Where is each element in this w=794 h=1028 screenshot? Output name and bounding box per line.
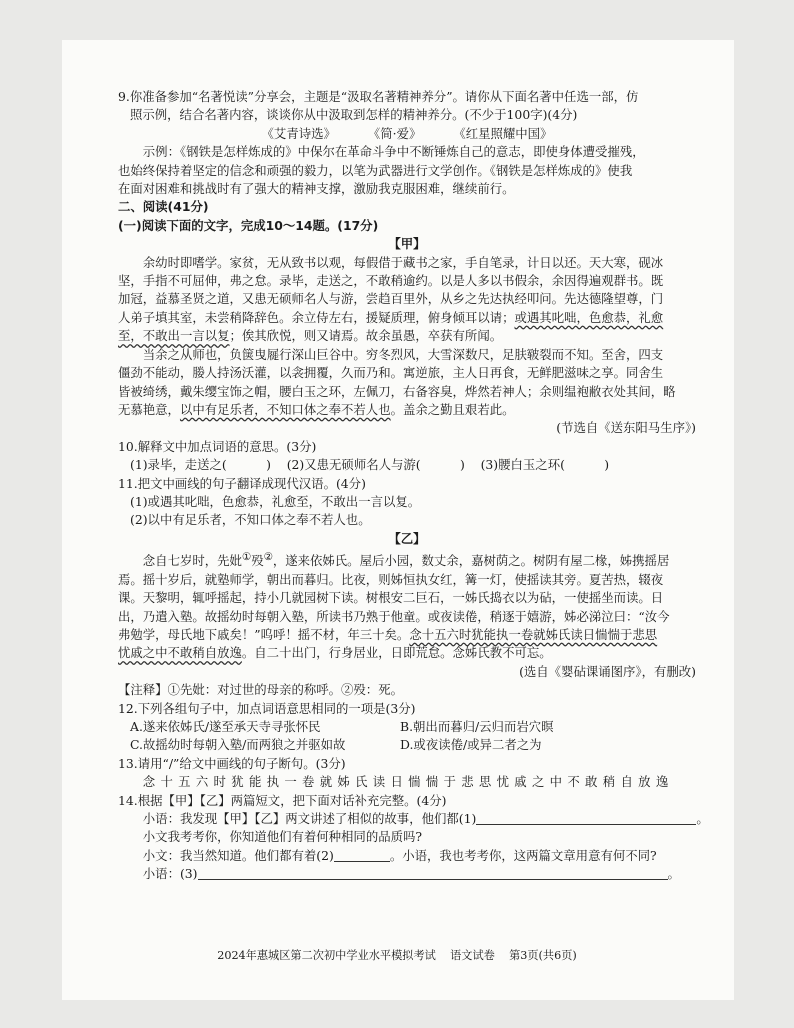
- q14-line2: 小文我考考你，你知道他们有着何种相同的品质吗?: [142, 829, 423, 845]
- q9-example-1: 示例：《钢铁是怎样炼成的》中保尔在革命斗争中不断锤炼自己的意志，即使身体遭受摧残，: [142, 144, 645, 160]
- passage-jia-title: 【甲】: [388, 236, 426, 252]
- q13-question: 13.请用“/”给文中画线的句子断句。(3分): [118, 755, 346, 771]
- jia-line8: 皆被绮绣，戴朱缨宝饰之帽，腰白玉之环，左佩刀，右备容臭，烨然若神人；余则缊袍敝衣处其间，略: [118, 383, 676, 399]
- q11-sentence-2: (2)以中有足乐者，不知口体之奉不若人也。: [130, 512, 371, 528]
- section-2-heading: 二、阅读(41分): [118, 199, 209, 215]
- passage-yi-title: 【乙】: [388, 530, 426, 546]
- yi-line6: 忧戚之中不敢稍自放逸。自二十出门，行身居业，日即荒怠。念姊氏教不可忘。: [118, 645, 552, 661]
- page-content: [118, 88, 709, 884]
- underlined-sentence: 至，不敢出一言以复: [118, 328, 230, 344]
- underlined-sentence: 或遇其叱咄，色愈恭，礼愈: [514, 309, 664, 325]
- option-b[interactable]: B.朝出而暮归/云归而岩穴暝: [400, 718, 554, 734]
- q13-sentence: 念十五六时犹能执一卷就姊氏读日惴惴于悲思忧戚之中不敢稍自放逸: [142, 774, 674, 790]
- jia-line1: 余幼时即嗜学。家贫，无从致书以观，每假借于藏书之家，手自笔录，计日以还。天大寒，砚冰: [142, 254, 664, 270]
- underlined-sentence: 忧戚之中不敢稍自放逸: [118, 645, 242, 661]
- jia-line9: 无慕艳意，以中有足乐者，不知口体之奉不若人也。盖余之勤且艰若此。: [118, 401, 515, 417]
- q14-line3: 小文：我当然知道。他们都有着(2) 。小语，我也考考你，这两篇文章用意有何不同?: [142, 847, 657, 863]
- q10-options: (1)录毕，走送之( ) (2)又患无硕师名人与游( ) (3)腰白玉之环( ): [130, 457, 610, 473]
- jia-line7: 僵劲不能动，媵人持汤沃灌，以衾拥覆，久而乃和。寓逆旅，主人日再食，无鲜肥滋味之享。同舍生: [118, 365, 664, 381]
- book-2: 《简·爱》: [367, 125, 422, 141]
- q12-options-ab: [118, 718, 696, 736]
- q11-question: 11.把文中画线的句子翻译成现代汉语。(4分): [118, 475, 366, 491]
- yi-line2: 焉。摇十岁后，就塾师学，朝出而暮归。比夜，则姊恒执女红，篝一灯，使摇读其旁。夏苦热，辍夜: [118, 571, 664, 587]
- underlined-sentence: 念十五六时犹能执一卷就姊氏读日惴惴于悲思: [409, 626, 658, 642]
- q12-options-cd: [118, 736, 696, 754]
- q12-question: 12.下列各组句子中，加点词语意思相同的一项是(3分): [118, 700, 416, 716]
- q11-sentence-1: (1)或遇其叱咄，色愈恭，礼愈至，不敢出一言以复。: [130, 493, 421, 509]
- option-c[interactable]: C.故摇幼时每朝入塾/而两狼之并驱如故: [130, 737, 346, 753]
- q10-question: 10.解释文中加点词语的意思。(3分): [118, 438, 317, 454]
- q9-books: [118, 125, 696, 143]
- jia-source: (节选自《送东阳马生序》): [556, 420, 696, 436]
- q14-question: 14.根据【甲】【乙】两篇短文，把下面对话补充完整。(4分): [118, 792, 447, 808]
- option-a[interactable]: A.遂来依姊氏/遂至承天寺寻张怀民: [130, 718, 321, 734]
- subsection-1-heading: (一)阅读下面的文字，完成10～14题。(17分): [118, 217, 379, 233]
- q14-line4: 小语：(3) 。: [142, 866, 680, 882]
- q9-line1: 9.你准备参加“名著悦读”分享会，主题是“汲取名著精神养分”。请你从下面名著中任选一部，仿: [118, 89, 639, 104]
- yi-note: 【注释】①先妣：对过世的母亲的称呼。②殁：死。: [118, 682, 403, 698]
- book-3: 《红星照耀中国》: [453, 125, 553, 141]
- option-d[interactable]: D.或夜读倦/或异二者之为: [400, 737, 542, 753]
- book-1: 《艾青诗选》: [261, 125, 336, 141]
- jia-line3: 加冠，益慕圣贤之道，又患无硕师名人与游，尝趋百里外，从乡之先达执经叩问。先达德隆望尊，门: [118, 291, 664, 307]
- answer-blank-3[interactable]: [198, 867, 668, 880]
- jia-line5: 至，不敢出一言以复；俟其欣悦，则又请焉。故余虽愚，卒获有所闻。: [118, 328, 503, 344]
- q9-example-2: 也始终保持着坚定的信念和顽强的毅力，以笔为武器进行文学创作。《钢铁是怎样炼成的》使我: [118, 162, 633, 178]
- jia-line2: 坚，手指不可屈伸，弗之怠。录毕，走送之，不敢稍逾约。以是人多以书假余，余因得遍观群书。既: [118, 273, 664, 289]
- yi-line1: 念自七岁时，先妣①殁②，遂来依姊氏。屋后小园，数丈余，嘉树荫之。树阴有屋二椽，姊携摇居: [142, 551, 670, 569]
- yi-line4: 出，乃遣入塾。故摇幼时每朝入塾，所读书乃熟于他童。或夜读倦，稍逐于嬉游，姊必涕泣曰：“汝今: [118, 608, 670, 624]
- answer-blank-1[interactable]: [476, 812, 696, 825]
- yi-line5: 弗勉学，母氏地下戚矣！”呜呼！摇不材，年三十矣。念十五六时犹能执一卷就姊氏读日惴惴于悲思: [118, 626, 658, 642]
- yi-line3: 课。天黎明，辄呼摇起，持小几就园树下读。树根安二巨石，一姊氏捣衣以为砧，一使摇坐而读。日: [118, 590, 664, 606]
- q9-line2: 照示例，结合名著内容，谈谈你从中汲取到怎样的精神养分。(不少于100字)(4分): [130, 107, 578, 123]
- q9-example-3: 在面对困难和挑战时有了强大的精神支撑，激励我克服困难，继续前行。: [118, 181, 515, 197]
- answer-blank-2[interactable]: [334, 849, 390, 862]
- jia-line4: 人弟子填其室，未尝稍降辞色。余立侍左右，援疑质理，俯身倾耳以请；或遇其叱咄，色愈恭，礼愈: [118, 309, 664, 325]
- yi-source: (选自《婴砧课诵图序》，有删改): [519, 663, 696, 679]
- jia-line6: 当余之从师也，负箧曳屣行深山巨谷中。穷冬烈风，大雪深数尺，足肤皲裂而不知。至舍，四支: [142, 346, 664, 362]
- q14-line1: 小语：我发现【甲】【乙】两文讲述了相似的故事，他们都(1) 。: [142, 810, 709, 826]
- underlined-sentence: 以中有足乐者，不知口体之奉不若人也: [179, 401, 391, 417]
- page-footer: 2024年惠城区第二次初中学业水平模拟考试 语文试卷 第3页(共6页): [217, 949, 577, 962]
